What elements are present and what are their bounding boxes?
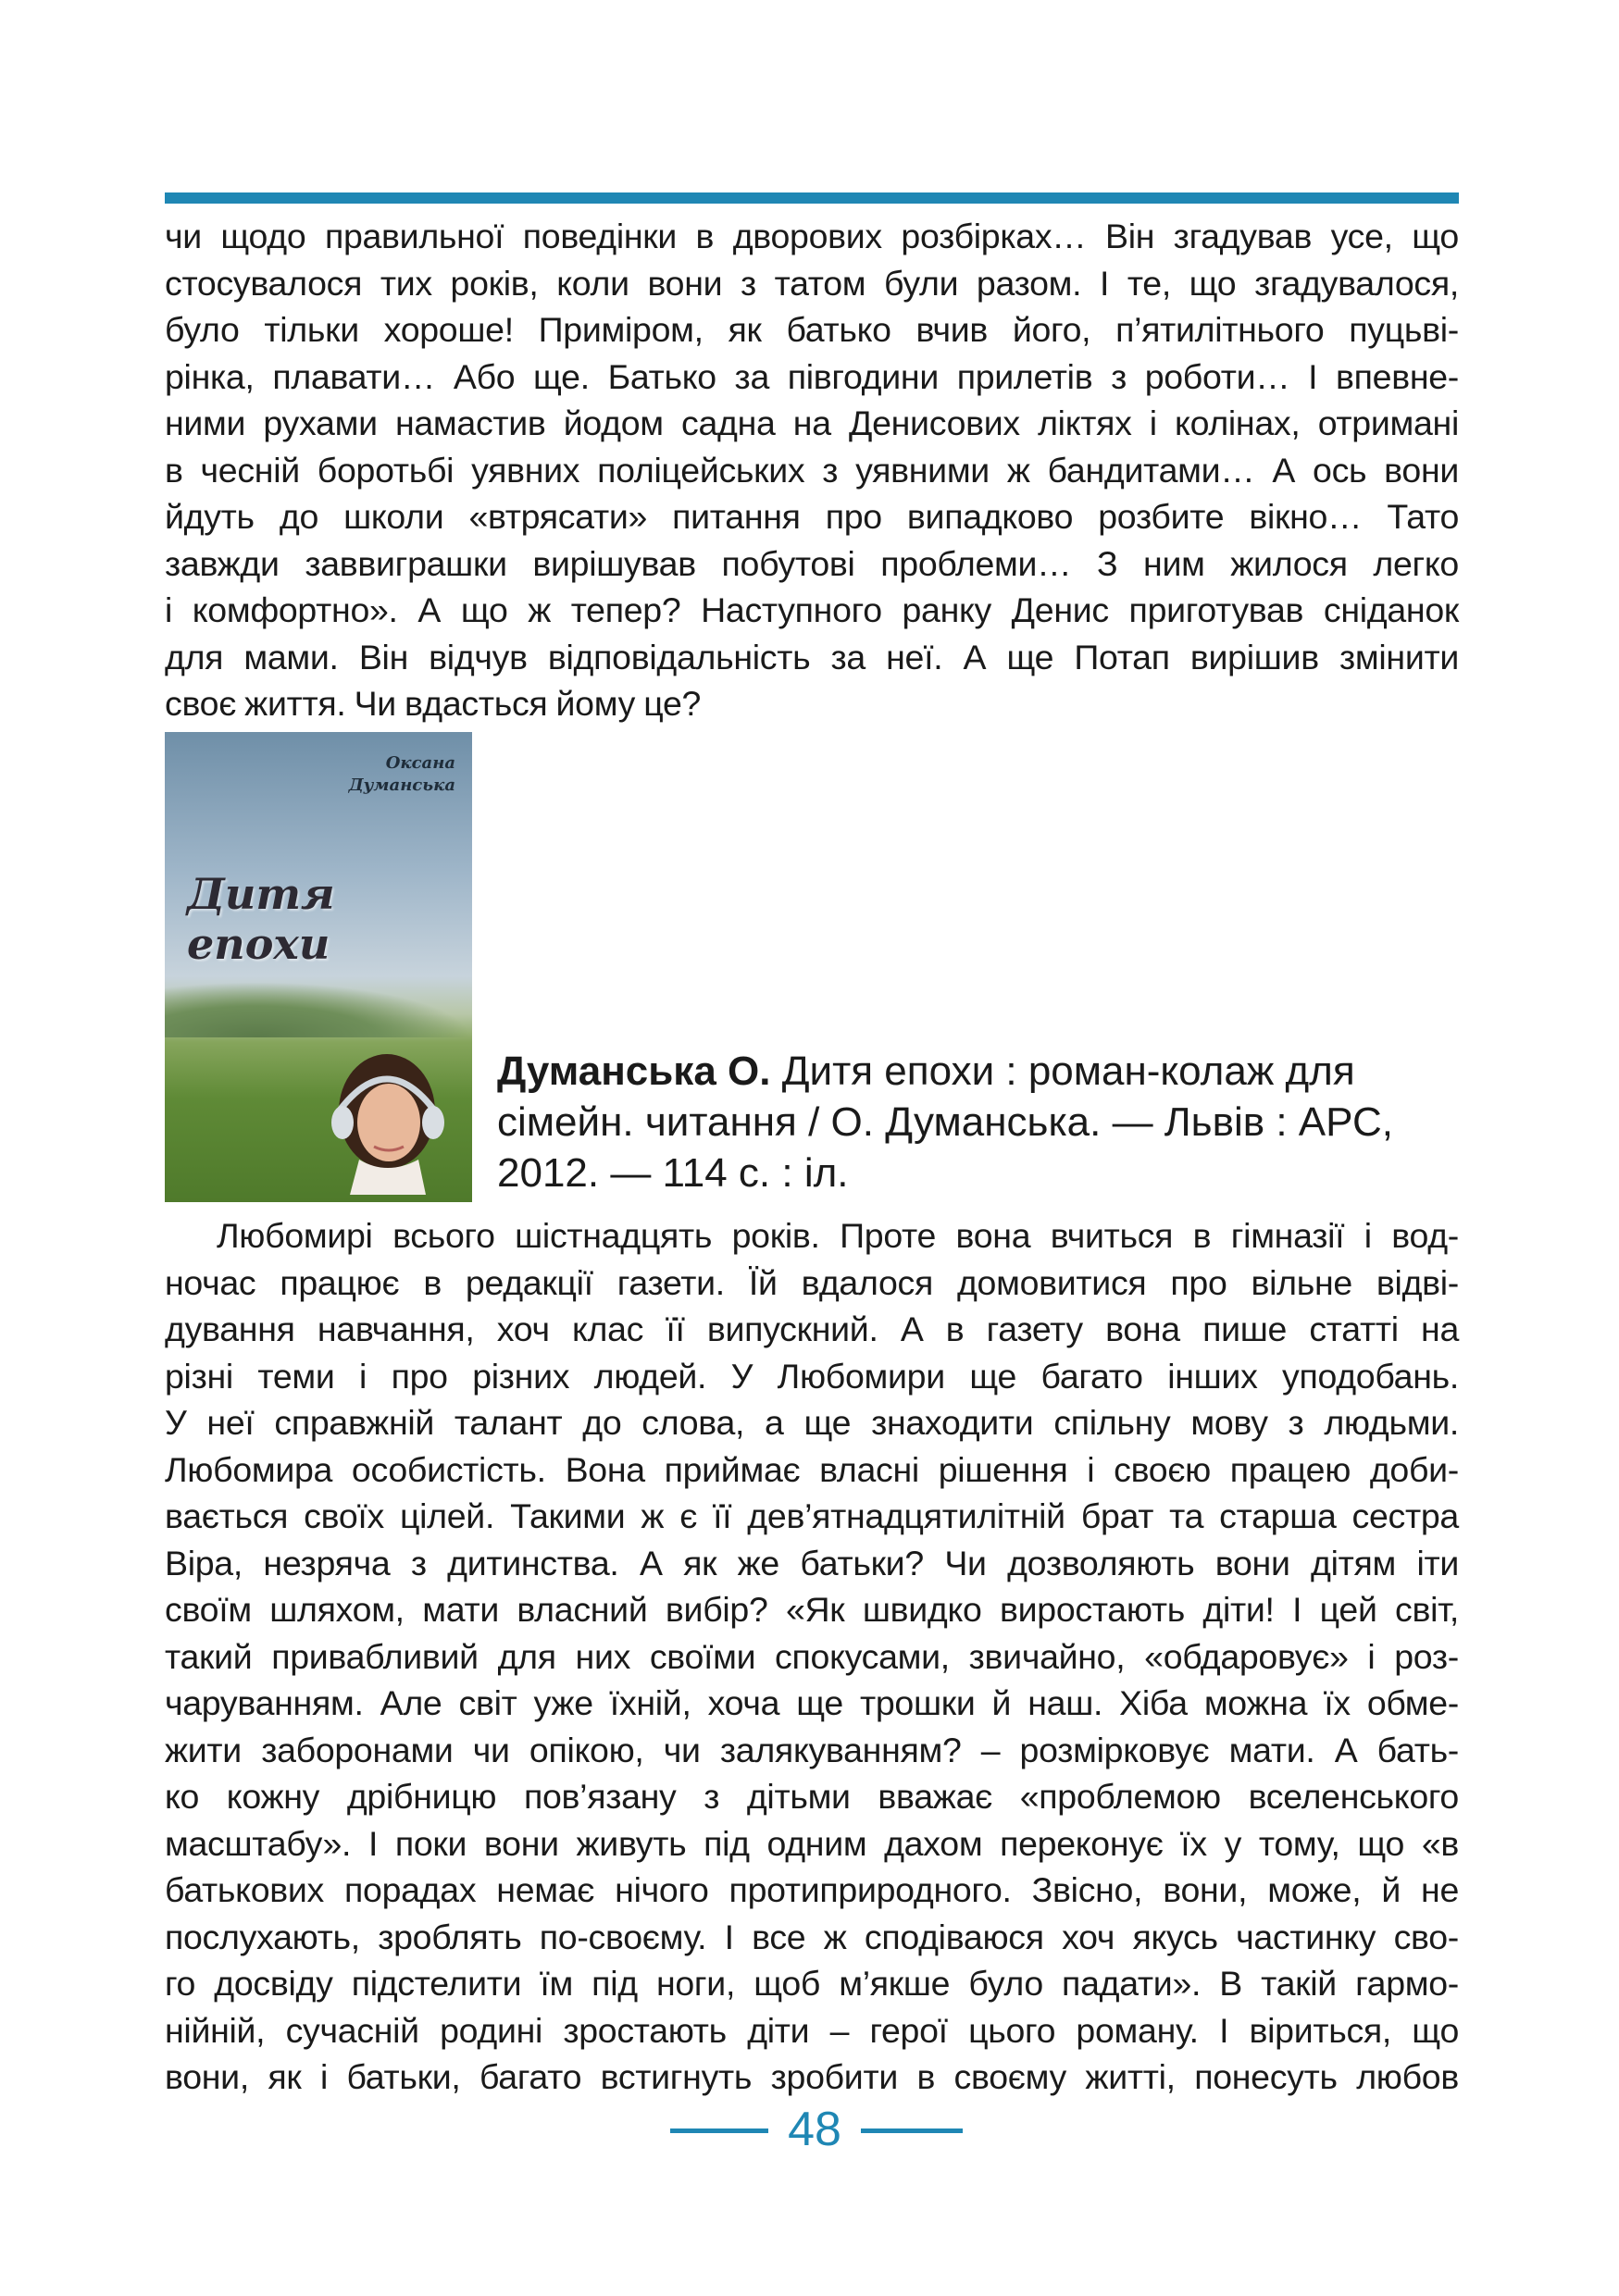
text-line: ними рухами намастив йодом садна на Денисових ліктях і колінах, отримані: [165, 403, 1459, 442]
text-line: вони, як і батьки, багато встигнуть зробити в своєму житті, понесуть любов: [165, 2057, 1459, 2096]
cover-author-last: Думанська: [348, 776, 455, 795]
footer-line-left: [670, 2128, 768, 2133]
cover-title: Дитя епохи: [187, 869, 335, 969]
text-line: йдуть до школи «втрясати» питання про випадково розбите вікно… Тато: [165, 497, 1459, 536]
cover-author-first: Оксана: [385, 753, 455, 773]
reference-publication: сімейн. читання / О. Думанська. — Львів : АРС,: [497, 1099, 1393, 1145]
text-line: дування навчання, хоч клас її випускний. А в газету вона пише статті на: [165, 1309, 1459, 1348]
intro-paragraph: [165, 213, 1459, 727]
text-line: завжди заввиграшки вирішував побутові проблеми… З ним жилося легко: [165, 543, 1459, 583]
text-line: чаруванням. Але світ уже їхній, хоча ще трошки й наш. Хіба можна їх обме-: [165, 1683, 1459, 1722]
text-line: своє життя. Чи вдасться йому це?: [165, 684, 702, 723]
reference-pages: 2012. — 114 с. : іл.: [497, 1150, 849, 1196]
cover-girl-illustration: [322, 1037, 452, 1195]
top-rule: [165, 192, 1459, 204]
text-line: Віра, незряча з дитинства. А як же батьки? Чи дозволяють вони дітям іти: [165, 1543, 1459, 1582]
text-line: своїм шляхом, мати власний вибір? «Як швидко виростають діти! І цей світ,: [165, 1590, 1459, 1629]
bibliographic-reference: [497, 1046, 1460, 1198]
text-line: послухають, зроблять по-своєму. І все ж сподіваюся хоч якусь частинку сво-: [165, 1917, 1459, 1956]
text-line: го досвіду підстелити їм під ноги, щоб м’якше було падати». В такій гармо-: [165, 1964, 1459, 2003]
text-line: чи щодо правильної поведінки в дворових розбірках… Він згадував усе, що: [165, 217, 1459, 255]
footer-line-right: [861, 2128, 963, 2133]
text-line: вається своїх цілей. Такими ж є її дев’ятнадцятилітній брат та старша сестра: [165, 1496, 1459, 1535]
text-line: рінка, плавати… Або ще. Батько за півгодини прилетів з роботи… І впевне-: [165, 356, 1459, 396]
text-line: Любомирі всього шістнадцять років. Проте вона вчиться в гімназії і вод-: [217, 1216, 1459, 1255]
book-cover-image: [165, 732, 472, 1202]
text-line: і комфортно». А що ж тепер? Наступного ранку Денис приготував сніданок: [165, 590, 1459, 629]
text-line: такий привабливий для них своїми спокусами, звичайно, «обдаровує» і роз-: [165, 1636, 1459, 1676]
text-line: було тільки хороше! Приміром, як батько вчив його, п’ятилітнього пуцьві-: [165, 310, 1459, 349]
text-line: нійній, сучасній родині зростають діти – герої цього роману. І віриться, що: [165, 2010, 1459, 2050]
text-line: для мами. Він відчув відповідальність за неї. А ще Потап вирішив змінити: [165, 637, 1459, 676]
text-line: жити заборонами чи опікою, чи залякуванням? – розмірковує мати. А бать-: [165, 1730, 1459, 1769]
cover-hills: [165, 982, 472, 1037]
reference-title: Дитя епохи : роман-колаж для: [770, 1049, 1355, 1094]
text-line: масштабу». І поки вони живуть під одним дахом переконує їх у тому, що «в: [165, 1823, 1459, 1863]
text-line: ночас працює в редакції газети. Їй вдалося домовитися про вільне відві-: [165, 1262, 1459, 1302]
text-line: У неї справжній талант до слова, а ще знаходити спільну мову з людьми.: [165, 1403, 1459, 1442]
cover-author: [165, 752, 455, 797]
text-line: стосувалося тих років, коли вони з татом були разом. І те, що згадувалося,: [165, 263, 1459, 303]
text-line: батькових порадах немає нічого протиприродного. Звісно, вони, може, й не: [165, 1870, 1459, 1909]
text-line: в чесній боротьбі уявних поліцейських з уявними ж бандитами… А ось вони: [165, 450, 1459, 490]
reference-author: Думанська О.: [497, 1049, 771, 1094]
text-line: ко кожну дрібницю пов’язану з дітьми вважає «проблемою вселенського: [165, 1777, 1459, 1816]
description-paragraph: [165, 1212, 1459, 2101]
text-line: Любомира особистість. Вона приймає власні рішення і своєю працею доби-: [165, 1449, 1459, 1489]
page-number: 48: [788, 2103, 841, 2156]
text-line: різні теми і про різних людей. У Любомири ще багато інших уподобань.: [165, 1356, 1459, 1396]
